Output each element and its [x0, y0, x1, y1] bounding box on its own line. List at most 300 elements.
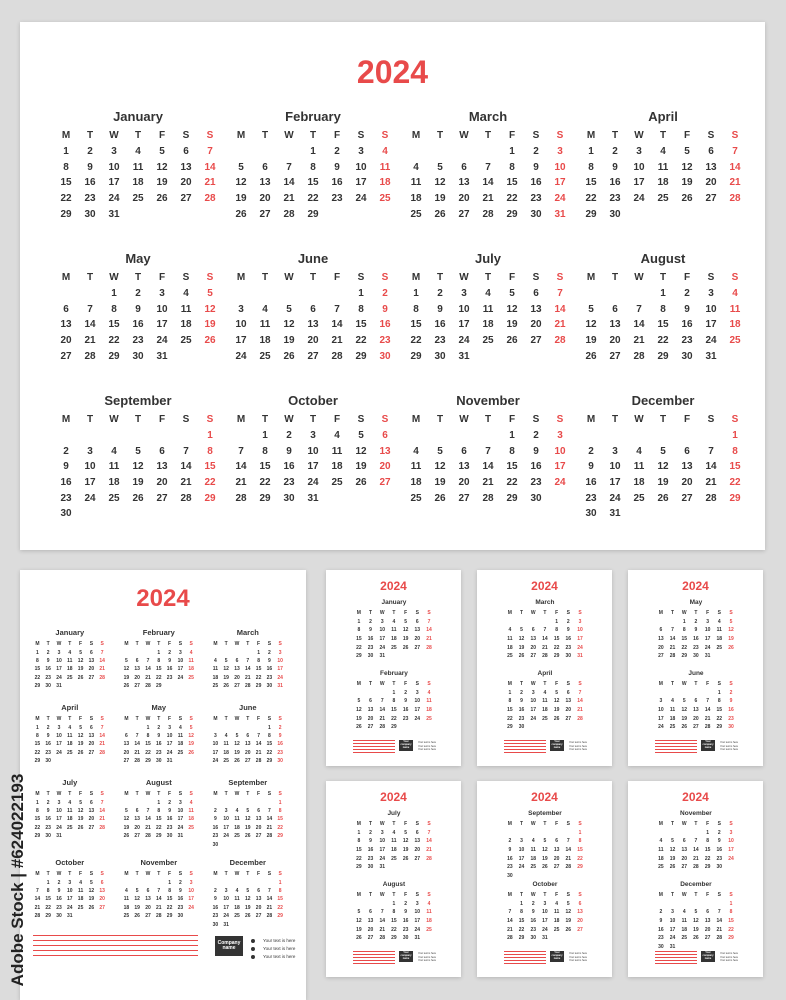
day-cell: 6 — [183, 146, 189, 158]
day-cell: 22 — [577, 855, 583, 862]
day-cell: 5 — [520, 627, 523, 634]
day-cell: 21 — [180, 477, 192, 489]
empty-cell — [78, 506, 102, 522]
empty-cell — [121, 723, 132, 731]
day-cell: 29 — [506, 492, 518, 504]
day-cell: 25 — [379, 193, 391, 205]
week-row — [655, 854, 737, 863]
weekday-header — [655, 891, 737, 900]
weekday-label: M — [507, 610, 512, 617]
month-name: January — [113, 109, 163, 124]
day-cell: 14 — [693, 847, 699, 854]
day-cell: 25 — [391, 855, 397, 862]
empty-cell — [423, 934, 435, 943]
empty-cell — [229, 144, 253, 160]
day-cell: 28 — [99, 674, 105, 681]
empty-cell — [373, 206, 397, 222]
weekday-label: T — [436, 272, 444, 284]
day-cell: 9 — [57, 887, 61, 894]
day-cell: 1 — [357, 829, 361, 836]
day-cell: 14 — [554, 303, 566, 315]
day-cell: 22 — [657, 335, 669, 347]
week-row — [32, 807, 108, 815]
day-cell: 4 — [178, 724, 182, 731]
day-cell: 8 — [682, 627, 686, 634]
day-cell: 16 — [56, 896, 62, 903]
weekday-label: S — [556, 130, 564, 142]
day-cell: 11 — [482, 303, 494, 315]
year-title: 2024 — [531, 579, 558, 593]
week-row — [121, 878, 197, 886]
day-cell: 29 — [507, 724, 513, 731]
empty-cell — [603, 428, 627, 444]
empty-cell — [349, 206, 373, 222]
month-november — [121, 855, 197, 920]
day-cell: 10 — [554, 445, 566, 457]
day-cell: 6 — [100, 879, 104, 886]
day-cell: 14 — [704, 707, 711, 714]
day-cell: 17 — [414, 918, 421, 925]
day-cell: 12 — [681, 161, 693, 173]
weekday-label: S — [707, 130, 715, 142]
week-row — [121, 665, 197, 673]
day-cell: 30 — [728, 724, 734, 731]
week-row — [353, 908, 435, 917]
empty-cell — [690, 829, 702, 838]
day-cell: 3 — [310, 430, 316, 442]
day-cell: 20 — [704, 926, 711, 933]
day-cell: 9 — [334, 161, 340, 173]
day-cell: 25 — [410, 208, 422, 220]
day-cell: 10 — [658, 707, 664, 714]
day-cell: 22 — [553, 644, 560, 651]
weekday-label: F — [706, 821, 710, 828]
day-cell: 1 — [278, 879, 282, 886]
month-grid — [210, 640, 286, 690]
month-grid — [229, 270, 397, 364]
day-cell: 24 — [705, 335, 717, 347]
month-name: April — [648, 109, 678, 124]
day-cell: 26 — [134, 913, 140, 920]
week-row — [210, 807, 286, 815]
day-cell: 7 — [671, 627, 674, 634]
weekday-label: T — [671, 610, 675, 617]
weekday-label: W — [109, 130, 119, 142]
day-cell: 13 — [134, 816, 140, 823]
weekday-label: F — [79, 641, 83, 648]
weekday-label: T — [671, 892, 675, 899]
empty-cell — [186, 757, 197, 765]
weekday-label: M — [124, 716, 129, 723]
weekday-label: F — [158, 130, 166, 142]
day-cell: 28 — [145, 683, 151, 690]
day-cell: 11 — [234, 896, 240, 903]
day-cell: 1 — [392, 900, 396, 907]
day-cell: 13 — [577, 909, 583, 916]
weekday-label: S — [89, 871, 94, 878]
empty-cell — [229, 286, 253, 302]
month-grid — [504, 891, 586, 943]
week-row — [210, 723, 286, 731]
empty-cell — [603, 286, 627, 302]
month-name: December — [631, 393, 695, 408]
weekday-label: W — [681, 892, 687, 899]
day-cell: 22 — [356, 644, 362, 651]
month-name: May — [689, 599, 703, 606]
day-cell: 23 — [367, 855, 374, 862]
day-cell: 3 — [57, 724, 61, 731]
weekday-label: W — [459, 130, 469, 142]
month-grid — [210, 790, 286, 849]
day-cell: 10 — [166, 732, 173, 739]
day-cell: 3 — [415, 900, 419, 907]
weekday-label: M — [507, 892, 512, 899]
weekday-label: S — [357, 414, 365, 426]
day-cell: 1 — [168, 879, 171, 886]
week-row — [579, 443, 747, 459]
day-cell: 23 — [56, 904, 62, 911]
weekday-label: T — [246, 716, 250, 723]
weekday-label: S — [206, 272, 214, 284]
day-cell: 16 — [177, 896, 184, 903]
day-cell: 11 — [729, 303, 741, 315]
day-cell: 21 — [379, 926, 385, 933]
day-cell: 22 — [204, 477, 216, 489]
weekday-header — [579, 412, 747, 428]
day-cell: 15 — [355, 319, 367, 331]
weekday-label: S — [556, 272, 564, 284]
day-cell: 3 — [57, 799, 61, 806]
day-cell: 2 — [566, 618, 570, 625]
weekday-label: T — [46, 871, 50, 878]
day-cell: 10 — [223, 896, 229, 903]
weekday-label: S — [89, 791, 94, 798]
day-cell: 8 — [36, 807, 39, 814]
weekday-label: M — [411, 130, 421, 142]
week-row — [579, 317, 747, 333]
day-cell: 25 — [507, 653, 513, 660]
day-cell: 18 — [391, 847, 397, 854]
day-cell: 4 — [413, 445, 419, 457]
day-cell: 11 — [212, 666, 219, 673]
day-cell: 25 — [482, 335, 494, 347]
day-cell: 18 — [379, 177, 391, 189]
weekday-header — [504, 891, 586, 900]
day-cell: 16 — [45, 666, 51, 673]
day-cell: 20 — [234, 674, 240, 681]
day-cell: 22 — [355, 335, 367, 347]
day-cell: 30 — [681, 350, 693, 362]
day-cell: 22 — [60, 193, 72, 205]
day-cell: 26 — [77, 824, 84, 831]
day-cell: 10 — [458, 303, 470, 315]
empty-cell — [411, 652, 423, 661]
day-cell: 10 — [56, 732, 62, 739]
weekday-header — [54, 128, 222, 144]
day-cell: 3 — [87, 445, 93, 457]
day-cell: 15 — [34, 666, 41, 673]
day-cell: 3 — [111, 146, 117, 158]
bullet-icon — [251, 939, 255, 943]
week-row — [54, 506, 222, 522]
day-cell: 30 — [585, 508, 597, 520]
day-cell: 1 — [588, 146, 594, 158]
year-title: 2024 — [682, 579, 709, 593]
empty-cell — [678, 829, 690, 838]
day-cell: 8 — [157, 807, 161, 814]
weekday-label: M — [411, 414, 421, 426]
empty-cell — [143, 648, 154, 656]
day-cell: 1 — [509, 146, 515, 158]
day-cell: 24 — [212, 758, 219, 765]
weekday-label: F — [404, 610, 408, 617]
day-cell: 7 — [636, 303, 642, 315]
day-cell: 2 — [57, 879, 61, 886]
note-text: Your text is here — [720, 955, 738, 959]
day-cell: 8 — [36, 732, 39, 739]
day-cell: 8 — [509, 161, 515, 173]
week-row — [353, 652, 435, 661]
day-cell: 26 — [402, 855, 409, 862]
note-text: Your text is here — [720, 741, 738, 744]
day-cell: 22 — [704, 855, 711, 862]
day-cell: 22 — [45, 904, 51, 911]
day-cell: 20 — [530, 319, 542, 331]
day-cell: 30 — [266, 683, 273, 690]
weekday-label: T — [134, 130, 142, 142]
empty-cell — [678, 689, 690, 698]
weekday-label: T — [543, 681, 547, 688]
week-row — [121, 723, 197, 731]
month-grid — [54, 412, 222, 522]
empty-cell — [713, 943, 725, 952]
company-name-box: Your company name — [701, 951, 715, 962]
week-row — [32, 732, 108, 740]
day-cell: 20 — [307, 335, 319, 347]
day-cell: 26 — [728, 644, 734, 651]
day-cell: 5 — [588, 303, 594, 315]
empty-cell — [198, 348, 222, 364]
week-row — [655, 723, 737, 732]
day-cell: 23 — [367, 644, 374, 651]
month-august — [579, 248, 747, 364]
day-cell: 5 — [404, 618, 407, 625]
day-cell: 23 — [177, 904, 184, 911]
day-cell: 11 — [331, 445, 343, 457]
empty-cell — [723, 506, 747, 522]
weekday-label: W — [284, 272, 294, 284]
day-cell: 7 — [708, 445, 714, 457]
empty-cell — [97, 912, 108, 920]
day-cell: 6 — [706, 909, 709, 916]
day-cell: 1 — [146, 724, 150, 731]
empty-cell — [504, 829, 516, 838]
month-grid — [54, 270, 222, 364]
day-cell: 16 — [609, 177, 621, 189]
day-cell: 18 — [212, 674, 219, 681]
empty-cell — [242, 878, 253, 886]
weekday-label: F — [168, 641, 172, 648]
week-row — [404, 333, 572, 349]
week-row — [655, 706, 737, 715]
week-row — [504, 635, 586, 644]
day-cell: 22 — [410, 335, 422, 347]
day-cell: 27 — [245, 758, 251, 765]
day-cell: 13 — [88, 732, 95, 739]
weekday-label: F — [257, 791, 261, 798]
day-cell: 31 — [156, 350, 168, 362]
day-cell: 24 — [188, 904, 194, 911]
day-cell: 5 — [509, 288, 515, 300]
day-cell: 30 — [402, 935, 409, 942]
day-cell: 2 — [214, 807, 217, 814]
month-name: February — [142, 628, 175, 637]
day-cell: 18 — [223, 749, 229, 756]
day-cell: 27 — [255, 913, 262, 920]
day-cell: 20 — [379, 461, 391, 473]
stock-watermark — [6, 760, 30, 1000]
day-cell: 16 — [367, 636, 374, 643]
day-cell: 6 — [708, 146, 714, 158]
day-cell: 13 — [156, 461, 168, 473]
day-cell: 5 — [357, 698, 361, 705]
day-cell: 12 — [518, 636, 525, 643]
weekday-label: F — [168, 791, 172, 798]
weekday-header — [229, 412, 397, 428]
week-row — [353, 854, 435, 863]
day-cell: 15 — [166, 896, 173, 903]
empty-cell — [627, 286, 651, 302]
note-line — [33, 955, 198, 956]
day-cell: 2 — [588, 445, 594, 457]
weekday-label: F — [158, 272, 166, 284]
weekday-label: T — [157, 871, 161, 878]
day-cell: 22 — [145, 749, 151, 756]
empty-cell — [253, 798, 264, 806]
month-may — [655, 596, 737, 661]
weekday-label: W — [634, 414, 644, 426]
empty-cell — [78, 428, 102, 444]
weekday-header — [504, 680, 586, 689]
day-cell: 20 — [99, 896, 105, 903]
month-december — [210, 855, 286, 929]
day-cell: 29 — [108, 350, 120, 362]
day-cell: 22 — [518, 926, 525, 933]
month-june — [655, 667, 737, 732]
day-cell: 22 — [156, 824, 162, 831]
day-cell: 16 — [283, 461, 295, 473]
week-row — [121, 740, 197, 748]
empty-cell — [667, 900, 679, 909]
day-cell: 7 — [183, 445, 189, 457]
day-cell: 1 — [46, 879, 50, 886]
day-cell: 31 — [177, 833, 184, 840]
weekday-header — [504, 820, 586, 829]
day-cell: 24 — [518, 864, 525, 871]
day-cell: 27 — [88, 824, 95, 831]
week-row — [504, 829, 586, 838]
week-row — [504, 723, 586, 732]
weekday-label: W — [234, 791, 240, 798]
note-text: Your text is here — [418, 741, 436, 744]
day-cell: 30 — [367, 653, 374, 660]
empty-cell — [97, 682, 108, 690]
week-row — [353, 706, 435, 715]
day-cell: 14 — [34, 896, 41, 903]
weekday-label: T — [671, 681, 675, 688]
weekday-label: M — [658, 821, 663, 828]
day-cell: 6 — [135, 807, 139, 814]
day-cell: 7 — [267, 807, 271, 814]
day-cell: 5 — [207, 288, 213, 300]
month-name: April — [537, 670, 553, 677]
day-cell: 7 — [157, 887, 161, 894]
note-item — [418, 959, 436, 962]
day-cell: 13 — [681, 461, 693, 473]
day-cell: 26 — [77, 749, 84, 756]
weekday-label: F — [79, 871, 83, 878]
day-cell: 24 — [414, 715, 421, 722]
day-cell: 11 — [108, 461, 120, 473]
day-cell: 18 — [67, 816, 73, 823]
day-cell: 24 — [277, 674, 283, 681]
day-cell: 10 — [414, 909, 421, 916]
day-cell: 10 — [108, 161, 120, 173]
day-cell: 14 — [145, 816, 151, 823]
day-cell: 24 — [458, 335, 470, 347]
weekday-label: T — [246, 871, 250, 878]
day-cell: 14 — [235, 461, 247, 473]
day-cell: 12 — [355, 445, 367, 457]
day-cell: 4 — [111, 445, 117, 457]
empty-cell — [97, 757, 108, 765]
week-row — [504, 917, 586, 926]
day-cell: 8 — [278, 887, 282, 894]
day-cell: 21 — [266, 824, 273, 831]
weekday-label: M — [586, 414, 596, 426]
empty-cell — [75, 757, 86, 765]
weekday-label: S — [381, 130, 389, 142]
day-cell: 11 — [669, 707, 676, 714]
day-cell: 18 — [188, 816, 194, 823]
day-cell: 17 — [84, 477, 96, 489]
day-cell: 29 — [255, 683, 262, 690]
day-cell: 14 — [99, 657, 105, 664]
month-name: September — [528, 810, 562, 817]
day-cell: 19 — [123, 674, 130, 681]
month-july — [32, 775, 108, 840]
day-cell: 26 — [506, 335, 518, 347]
empty-cell — [86, 682, 97, 690]
day-cell: 30 — [56, 913, 62, 920]
day-cell: 12 — [669, 847, 676, 854]
month-grid — [210, 715, 286, 765]
weekday-label: F — [706, 892, 710, 899]
day-cell: 20 — [705, 177, 717, 189]
empty-cell — [539, 723, 551, 732]
weekday-label: T — [520, 610, 524, 617]
weekday-label: T — [157, 716, 161, 723]
day-cell: 4 — [413, 161, 419, 173]
day-cell: 11 — [67, 807, 73, 814]
weekday-label: S — [100, 716, 104, 723]
week-row — [655, 837, 737, 846]
month-grid — [579, 412, 747, 522]
day-cell: 25 — [132, 193, 144, 205]
day-cell: 13 — [245, 741, 251, 748]
empty-cell — [232, 798, 243, 806]
week-row — [229, 175, 397, 191]
